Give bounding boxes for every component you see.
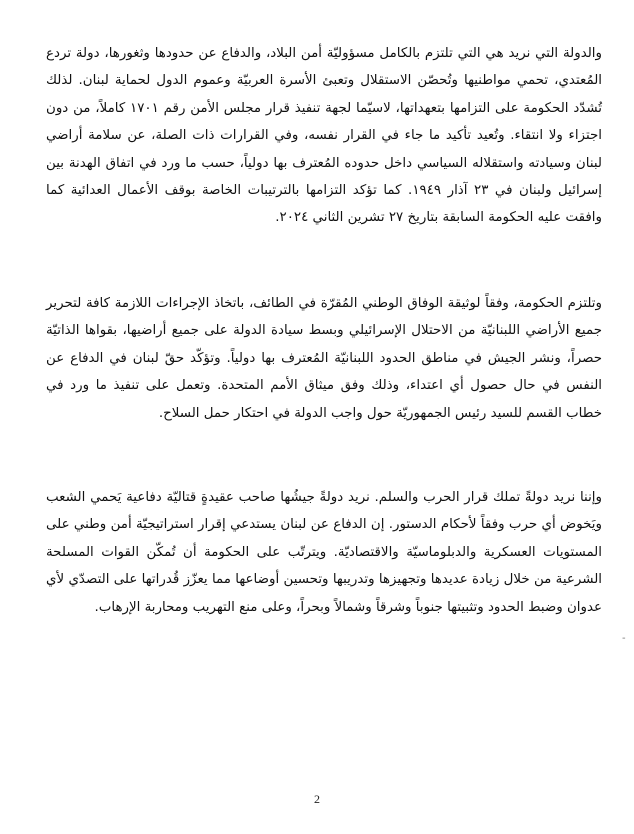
page-number: 2 xyxy=(314,792,320,806)
paragraph-taif-commitment: وتلتزم الحكومة، وفقاً لوثيقة الوفاق الوطني المُقرّة في الطائف، باتخاذ الإجراءات اللازمة كافة لتحرير جميع الأراضي اللبنانيّة من الاحتلال الإسرائيلي وبسط سيادة الدولة على جميع أراضيها، بقواها الذاتيّة حصراً، ونشر الجيش في مناطق الحدود اللبنانيّة المُعترف بها دولياً. وتؤكّد حقّ لبنان في الدفاع عن النفس في حال حصول أي اعتداء، وذلك وفق ميثاق الأمم المتحدة. وتعمل على تنفيذ ما ورد في خطاب القسم للسيد رئيس الجمهوريّة حول واجب الدولة في احتكار حمل السلاح. xyxy=(46,296,602,421)
paragraph-war-peace-decision: وإننا نريد دولةً تملك قرار الحرب والسلم. نريد دولةً جيشُها صاحب عقيدةٍ قتاليّة دفاعية يَحمي الشعب ويَخوض أي حرب وفقاً لأحكام الدستور. إن الدفاع عن لبنان يستدعي إقرار استراتيجيّة أمن وطني على المستويات العسكرية والدبلوماسيّة والاقتصاديّة. ويترتّب على الحكومة أن تُمكّن القوات المسلحة الشرعية من خلال زيادة عديدها وتجهيزها وتدريبها وتحسين أوضاعها مما يعزّز قُدراتها على التصدّي لأي عدوان وضبط الحدود وتثبيتها جنوباً وشرقاً وشمالاً وبحراً، وعلى منع التهريب ومحاربة الإرهاب. xyxy=(46,490,602,615)
margin-mark: - xyxy=(622,633,626,644)
paragraph-state-defense: والدولة التي نريد هي التي تلتزم بالكامل مسؤوليّة أمن البلاد، والدفاع عن حدودها وثغورها، دولة تردع المُعتدي، تحمي مواطنيها وتُحصّن الاستقلال وتعبئ الأسرة العربيّة وعموم الدول لحماية لبنان. لذلك تُشدّد الحكومة على التزامها بتعهداتها، لاسيّما لجهة تنفيذ قرار مجلس الأمن رقم ١٧٠١ كاملاً، من دون اجتزاء ولا انتقاء. وتُعيد تأكيد ما جاء في القرار نفسه، وفي القرارات ذات الصلة، عن سلامة أراضي لبنان وسيادته واستقلاله السياسي داخل حدوده المُعترف بها دولياً، حسب ما ورد في اتفاق الهدنة بين إسرائيل ولبنان في ٢٣ آذار ١٩٤٩. كما تؤكد التزامها بالترتيبات الخاصة بوقف الأعمال العدائية كما وافقت عليه الحكومة السابقة بتاريخ ٢٧ تشرين الثاني ٢٠٢٤. xyxy=(46,46,603,226)
